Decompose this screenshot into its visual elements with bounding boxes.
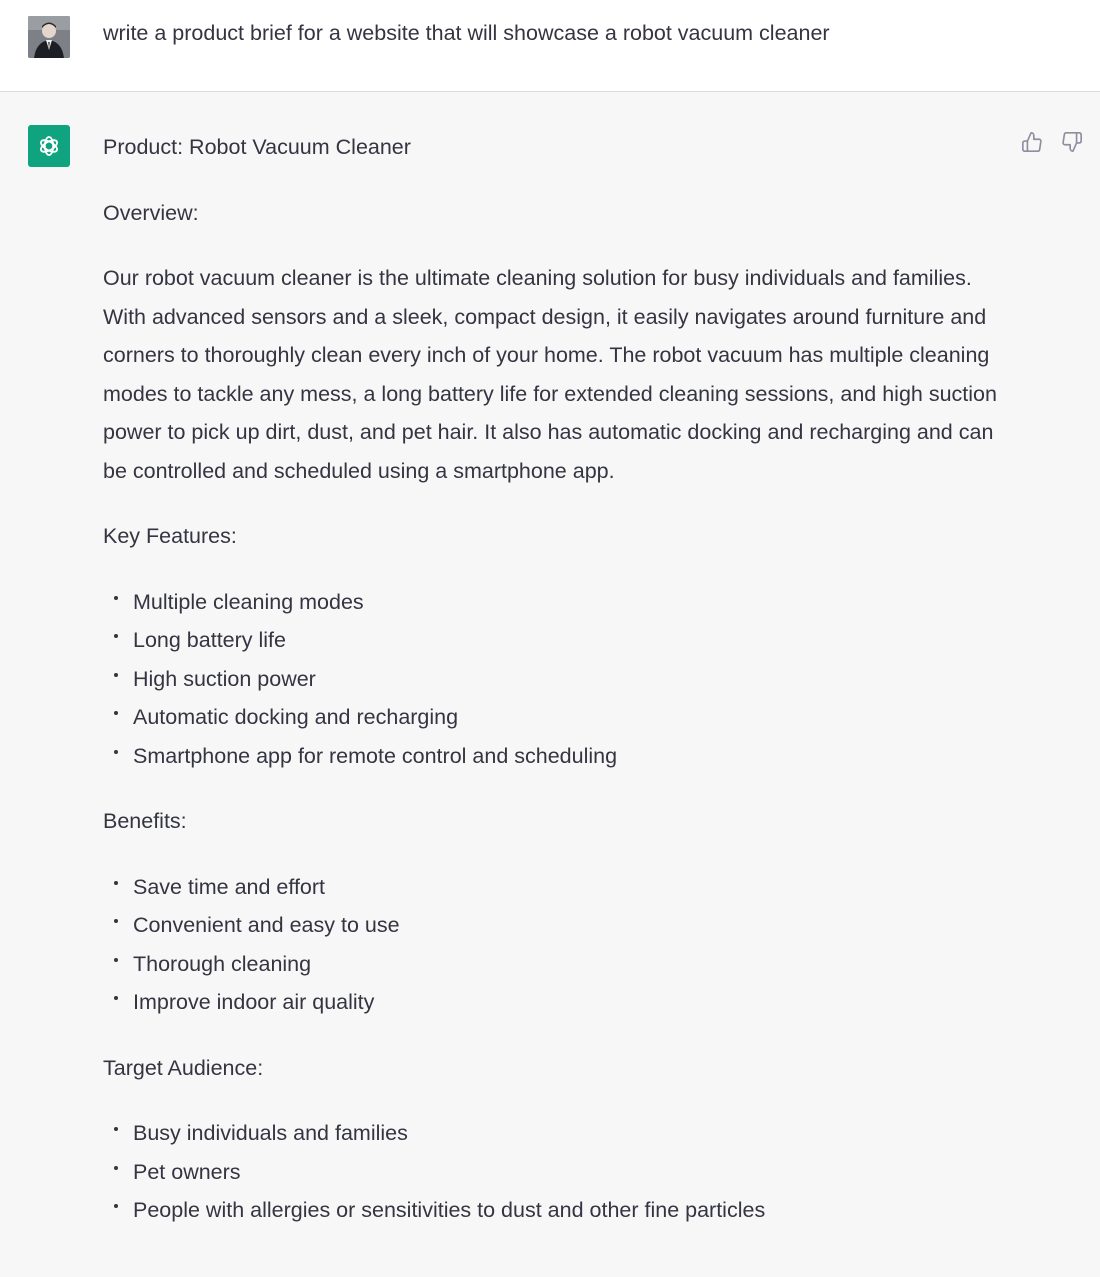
assistant-message-row	[0, 92, 1100, 1277]
product-title: Product: Robot Vacuum Cleaner	[103, 135, 411, 159]
audience-heading: Target Audience:	[103, 1055, 264, 1080]
feedback-buttons	[1020, 130, 1084, 154]
features-list	[103, 583, 1003, 776]
user-avatar	[28, 16, 70, 58]
openai-logo-icon	[28, 125, 70, 167]
list-item: High suction power	[103, 660, 1003, 699]
list-item: People with allergies or sensitivities to dust and other fine particles	[103, 1191, 1003, 1230]
assistant-message-content	[103, 128, 1003, 1257]
user-message-row	[0, 0, 1100, 92]
thumbs-down-icon[interactable]	[1060, 130, 1084, 154]
list-item: Long battery life	[103, 621, 1003, 660]
thumbs-up-icon[interactable]	[1020, 130, 1044, 154]
features-heading: Key Features:	[103, 524, 237, 548]
benefits-heading: Benefits:	[103, 809, 187, 833]
list-item: Pet owners	[103, 1153, 1003, 1192]
user-message-text: write a product brief for a website that will showcase a robot vacuum cleaner	[103, 21, 830, 45]
list-item: Thorough cleaning	[103, 945, 1003, 984]
list-item: Busy individuals and families	[103, 1114, 1003, 1153]
benefits-list	[103, 868, 1003, 1022]
overview-heading: Overview:	[103, 200, 199, 225]
overview-text: Our robot vacuum cleaner is the ultimate cleaning solution for busy individuals and families. With advanced sensors and a sleek, compact design, it easily navigates around furniture and corners to thoroughly clean every inch of your home. The robot vacuum has multiple cleaning modes to tackle any mess, a long battery life for extended cleaning sessions, and high suction power to pick up dirt, dust, and pet hair. It also has automatic docking and recharging and can be controlled and scheduled using a smartphone app.	[103, 266, 997, 483]
list-item: Improve indoor air quality	[103, 983, 1003, 1022]
list-item: Smartphone app for remote control and scheduling	[103, 737, 1003, 776]
list-item: Convenient and easy to use	[103, 906, 1003, 945]
audience-list	[103, 1114, 1003, 1230]
list-item: Multiple cleaning modes	[103, 583, 1003, 622]
list-item: Automatic docking and recharging	[103, 698, 1003, 737]
list-item: Save time and effort	[103, 868, 1003, 907]
